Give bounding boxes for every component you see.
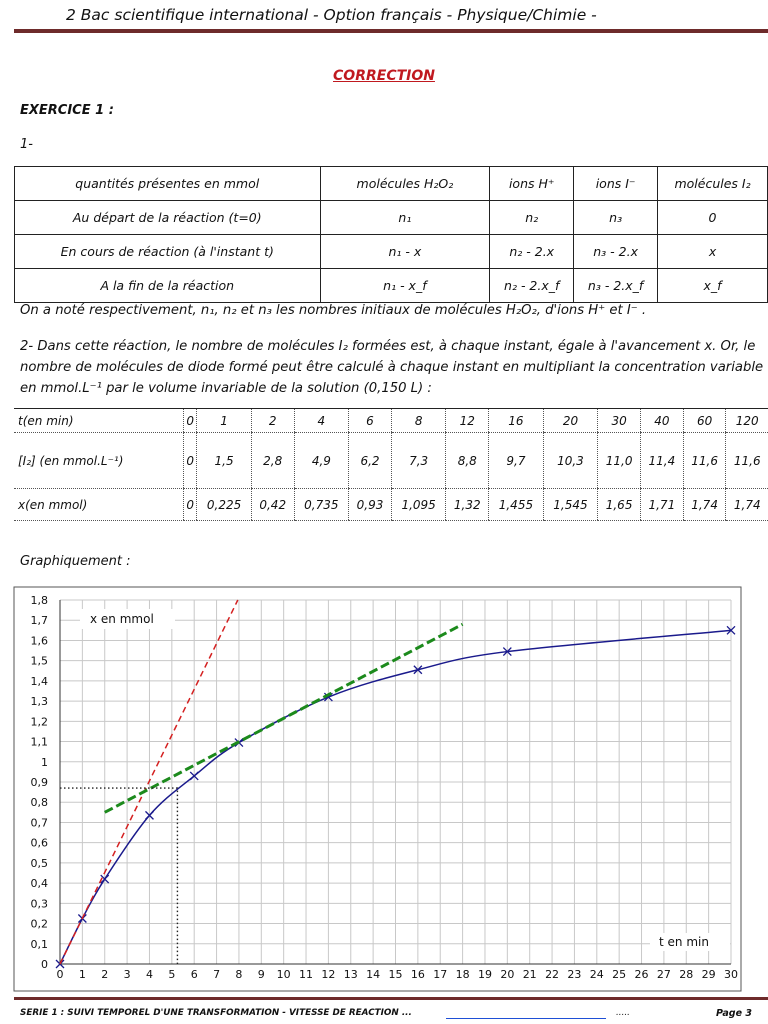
note-text: On a noté respectivement, n₁, n₂ et n₃ les nombres initiaux de molécules H₂O₂, d'ions H⁺ et I⁻ .: [20, 303, 647, 318]
table-cell: ions H⁺: [490, 167, 574, 201]
table-cell: n₁ - x: [320, 235, 490, 269]
table-cell: 40: [640, 409, 683, 433]
y-tick-label: 0,4: [30, 877, 48, 891]
table-cell: 1,5: [197, 433, 252, 489]
table-cell: 11,6: [683, 433, 726, 489]
x-tick-label: 27: [656, 968, 671, 981]
row-label-concentration: [I₂] (en mmol.L⁻¹): [14, 433, 184, 489]
table-cell: 0: [184, 433, 197, 489]
table-cell: 16: [489, 409, 544, 433]
footer-dots: .....: [616, 1008, 630, 1018]
x-tick-label: 5: [168, 968, 176, 981]
table-cell: 4: [294, 409, 349, 433]
y-tick-label: 0,1: [30, 937, 48, 951]
x-tick-label: 12: [321, 968, 336, 981]
x-tick-label: 28: [679, 968, 694, 981]
x-tick-label: 25: [612, 968, 627, 981]
x-tick-label: 22: [545, 968, 560, 981]
table-cell: A la fin de la réaction: [15, 269, 321, 303]
x-tick-label: 18: [455, 968, 470, 981]
table-cell: molécules H₂O₂: [320, 167, 490, 201]
y-tick-label: 0,2: [30, 917, 48, 931]
row-label-t: t(en min): [14, 409, 184, 433]
x-tick-label: 2: [101, 968, 109, 981]
y-tick-label: 0,8: [30, 796, 48, 810]
table-cell: 60: [683, 409, 726, 433]
table-cell: n₂ - 2.x_f: [490, 269, 574, 303]
graph-label: Graphiquement :: [20, 554, 131, 569]
table-cell: 9,7: [489, 433, 544, 489]
table-cell: 0,225: [197, 489, 252, 521]
table-cell: n₃ - 2.x_f: [574, 269, 658, 303]
x-tick-label: 10: [276, 968, 291, 981]
table-row: [14, 409, 768, 433]
table-cell: 11,4: [640, 433, 683, 489]
progress-chart: [0, 583, 768, 995]
x-tick-label: 16: [410, 968, 425, 981]
y-tick-label: 0,6: [30, 836, 48, 850]
x-tick-label: 24: [589, 968, 604, 981]
table-row: [15, 269, 768, 303]
y-tick-label: 1,3: [30, 695, 48, 709]
table-cell: 1,095: [391, 489, 446, 521]
y-axis-label: x en mmol: [90, 612, 154, 626]
table-cell: 1,32: [446, 489, 489, 521]
table-cell: 1,455: [489, 489, 544, 521]
y-tick-label: 0,3: [30, 897, 48, 911]
x-tick-label: 13: [343, 968, 358, 981]
x-tick-label: 0: [56, 968, 64, 981]
y-tick-label: 1,2: [30, 715, 48, 729]
table-cell: 0,735: [294, 489, 349, 521]
x-tick-label: 6: [190, 968, 198, 981]
x-tick-label: 26: [634, 968, 649, 981]
table-cell: 2,8: [251, 433, 294, 489]
table-cell: 1,71: [640, 489, 683, 521]
table-cell: n₁ - x_f: [320, 269, 490, 303]
table-cell: 0: [658, 201, 768, 235]
table-cell: 6,2: [349, 433, 392, 489]
correction-title: CORRECTION: [333, 68, 435, 84]
page-number: Page 3: [716, 1008, 752, 1019]
x-tick-label: 30: [724, 968, 738, 981]
table-cell: 11,0: [598, 433, 641, 489]
header-rule: [14, 29, 768, 33]
question-2-text: 2- Dans cette réaction, le nombre de molécules I₂ formées est, à chaque instant, égale à l'avancement x. Or, le nombre de molécules de diode formé peut être calculé à chaque instant en multipliant la concentration variable en mmol.L⁻¹ par le volume invariable de la solution (0,150 L) :: [20, 339, 764, 396]
table-cell: quantités présentes en mmol: [15, 167, 321, 201]
x-tick-label: 9: [257, 968, 265, 981]
table-cell: 0: [184, 489, 197, 521]
table-cell: molécules I₂: [658, 167, 768, 201]
table-cell: x: [658, 235, 768, 269]
footer-underline: [446, 1018, 606, 1019]
y-tick-label: 1: [41, 755, 48, 769]
y-tick-label: 1,7: [30, 614, 48, 628]
x-axis-label: t en min: [659, 935, 709, 949]
table-cell: 11,6: [726, 433, 768, 489]
table-cell: 0: [184, 409, 197, 433]
y-tick-label: 1,5: [30, 654, 48, 668]
table-cell: 4,9: [294, 433, 349, 489]
table-row: [15, 167, 768, 201]
table-cell: 1,74: [726, 489, 768, 521]
footer-series-title: SERIE 1 : SUIVI TEMPOREL D'UNE TRANSFORMATION - VITESSE DE REACTION ...: [20, 1008, 412, 1018]
table-cell: 7,3: [391, 433, 446, 489]
x-tick-label: 3: [123, 968, 131, 981]
table-cell: 8,8: [446, 433, 489, 489]
table-cell: ions I⁻: [574, 167, 658, 201]
y-tick-label: 0: [41, 958, 48, 971]
table-cell: x_f: [658, 269, 768, 303]
y-tick-label: 0,7: [30, 816, 48, 830]
table-cell: 10,3: [543, 433, 598, 489]
x-tick-label: 7: [213, 968, 221, 981]
table-cell: 2: [251, 409, 294, 433]
table-row: [14, 433, 768, 489]
table-cell: 1,545: [543, 489, 598, 521]
y-tick-label: 1,8: [30, 594, 48, 607]
x-tick-label: 14: [366, 968, 381, 981]
y-tick-label: 1,4: [30, 674, 48, 688]
page-header: 2 Bac scientifique international - Option français - Physique/Chimie -: [66, 6, 597, 24]
table-cell: 30: [598, 409, 641, 433]
footer-rule: [14, 997, 768, 1000]
table-row: [15, 201, 768, 235]
quantities-table: [14, 166, 768, 303]
table-cell: n₂: [490, 201, 574, 235]
x-tick-label: 1: [78, 968, 86, 981]
x-tick-label: 4: [145, 968, 153, 981]
table-cell: 12: [446, 409, 489, 433]
table-cell: n₃ - 2.x: [574, 235, 658, 269]
chart-frame: [14, 587, 741, 991]
table-cell: En cours de réaction (à l'instant t): [15, 235, 321, 269]
table-cell: Au départ de la réaction (t=0): [15, 201, 321, 235]
x-tick-label: 29: [701, 968, 716, 981]
table-row: [15, 235, 768, 269]
measurements-table: [14, 408, 768, 521]
table-cell: n₃: [574, 201, 658, 235]
x-tick-label: 15: [388, 968, 403, 981]
y-tick-label: 1,1: [30, 735, 48, 749]
table-cell: 1,74: [683, 489, 726, 521]
table-row: [14, 489, 768, 521]
question-1-label: 1-: [20, 137, 33, 152]
table-cell: 0,93: [349, 489, 392, 521]
x-tick-label: 23: [567, 968, 582, 981]
table-cell: 6: [349, 409, 392, 433]
x-tick-label: 11: [299, 968, 314, 981]
table-cell: 120: [726, 409, 768, 433]
y-tick-label: 1,6: [30, 634, 48, 648]
x-tick-label: 20: [500, 968, 515, 981]
table-cell: 0,42: [251, 489, 294, 521]
x-tick-label: 21: [522, 968, 537, 981]
table-cell: 8: [391, 409, 446, 433]
x-tick-label: 19: [477, 968, 492, 981]
x-tick-label: 17: [433, 968, 448, 981]
x-tick-label: 8: [235, 968, 243, 981]
table-cell: n₁: [320, 201, 490, 235]
table-cell: n₂ - 2.x: [490, 235, 574, 269]
y-tick-label: 0,9: [30, 776, 48, 789]
table-cell: 1,65: [598, 489, 641, 521]
table-cell: 20: [543, 409, 598, 433]
row-label-x: x(en mmol): [14, 489, 184, 521]
table-cell: 1: [197, 409, 252, 433]
exercise-title: EXERCICE 1 :: [20, 103, 114, 118]
y-tick-label: 0,5: [30, 856, 48, 870]
